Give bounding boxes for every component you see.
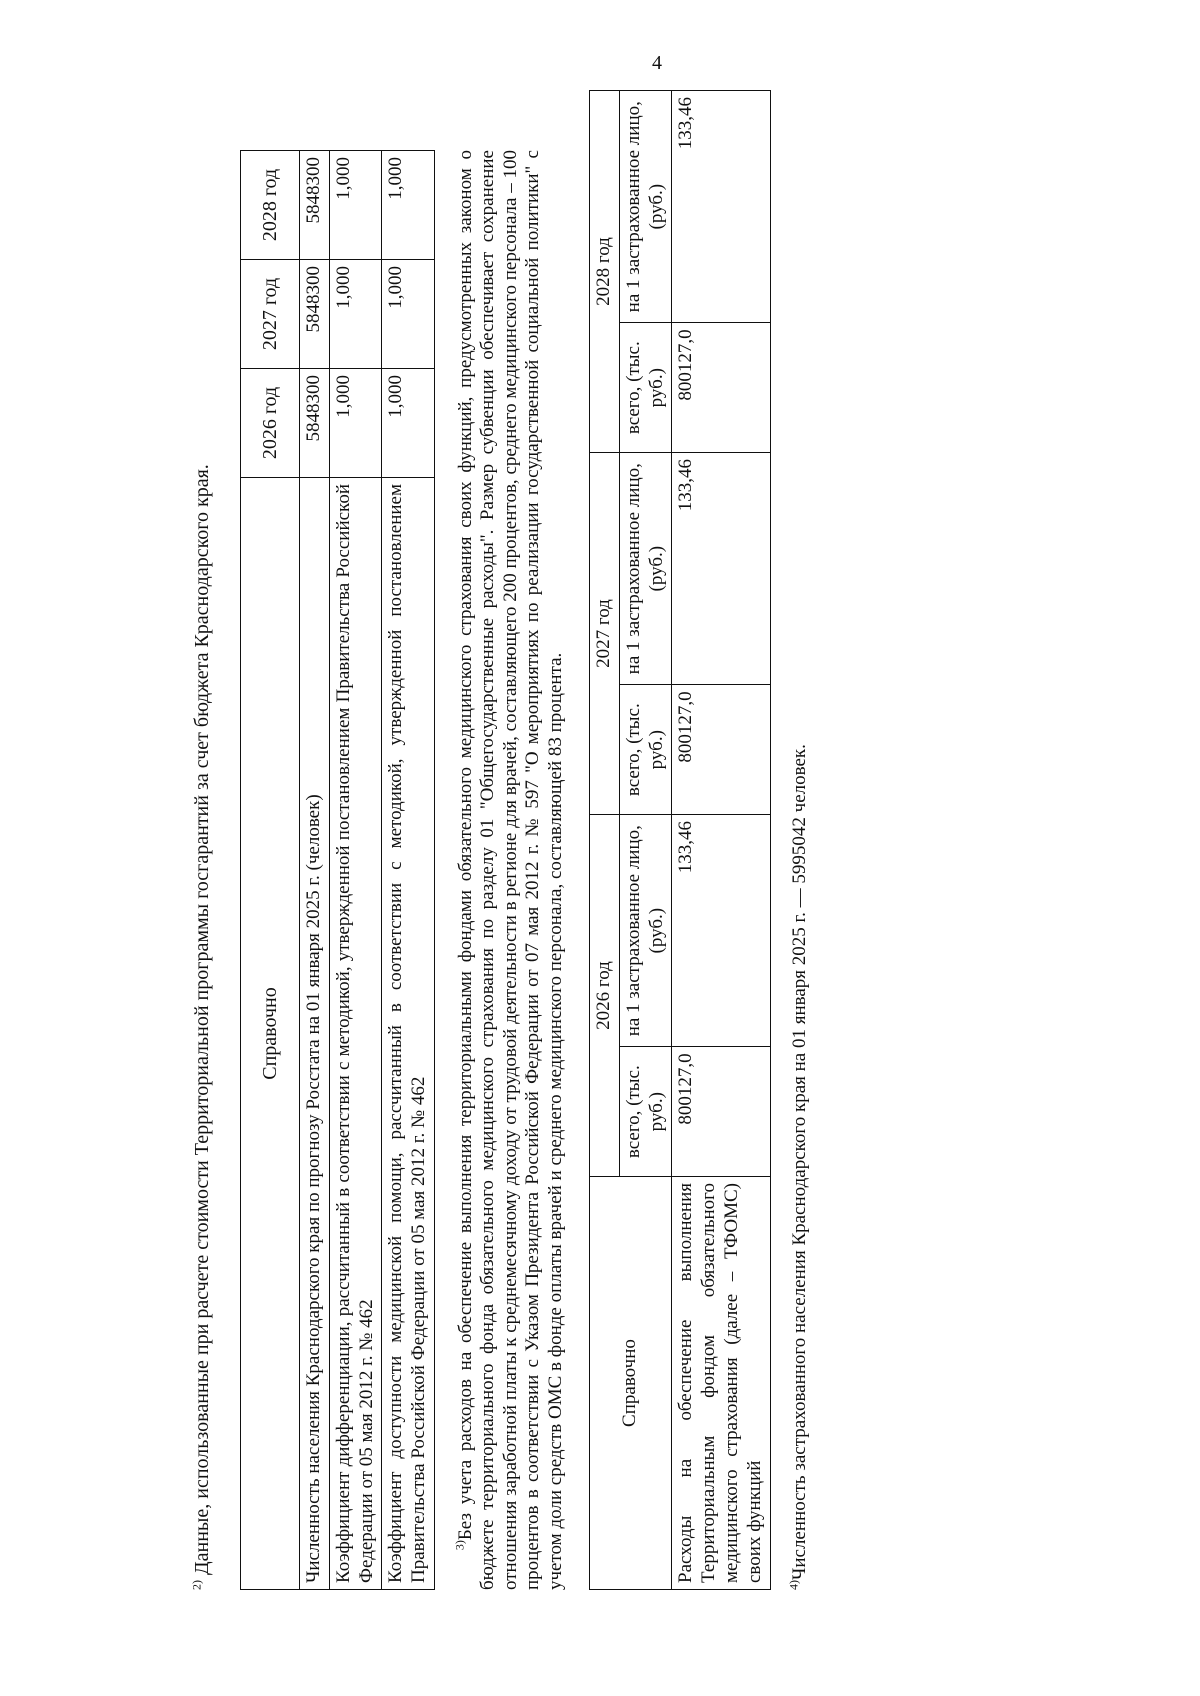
row-label: Расходы на обеспечение выполнения Территориальным фондом обязательного медицинского страхования (далее – ТФОМС) своих функций <box>672 1177 770 1590</box>
subheader-per-person: на 1 застрахованное лицо, (руб.) <box>619 91 672 323</box>
footnote-2-text: Данные, использованные при расчете стоимости Территориальной программы госгарантий за счет бюджета Краснодарского края. <box>191 464 213 1580</box>
rotated-content <box>190 70 850 1590</box>
cell-value: 5848300 <box>300 260 330 369</box>
cell-value: 800127,0 <box>672 1047 770 1177</box>
header-reference: Справочно <box>590 1177 672 1590</box>
header-2028: 2028 год <box>241 151 300 260</box>
cell-value: 133,46 <box>672 453 770 685</box>
cell-value: 5848300 <box>300 369 330 478</box>
subheader-total: всего, (тыс. руб.) <box>619 685 672 815</box>
row-label: Численность населения Краснодарского края по прогнозу Росстата на 01 января 2025 г. (человек) <box>300 478 330 1590</box>
subheader-total: всего, (тыс. руб.) <box>619 1047 672 1177</box>
subheader-total: всего, (тыс. руб.) <box>619 323 672 453</box>
header-2026: 2026 год <box>590 815 620 1177</box>
cell-value: 1,000 <box>329 151 382 260</box>
subheader-per-person: на 1 застрахованное лицо, (руб.) <box>619 815 672 1047</box>
footnote-3 <box>452 150 567 1590</box>
cell-value: 1,000 <box>329 260 382 369</box>
header-2026: 2026 год <box>241 369 300 478</box>
footnote-3-text: Без учета расходов на обеспечение выполнения территориальными фондами обязательного медицинского страхования своих функций, предусмотренных законом о бюджете территориального фонда обязательного медицинского страхования по разделу 01 "Общегосударственные расходы". Размер субвенции обеспечивает сохранение отношения заработной платы к среднемесячному доходу от трудовой деятельности в регионе для врачей, составляющего 200 процентов, среднего медицинского персонала – 100 процентов в соответствии с Указом Президента Российской Федерации от 07 мая 2012 г. № 597 "О мероприятиях по реализации государственной социальной политики" с учетом доли средств ОМС в фонде оплаты врачей и среднего медицинского персонала, составляющей 83 процента. <box>454 150 566 1590</box>
cell-value: 5848300 <box>300 151 330 260</box>
header-2027: 2027 год <box>241 260 300 369</box>
cell-value: 1,000 <box>382 151 435 260</box>
table-row <box>329 151 382 1590</box>
footnote-4-text: Численность застрахованного населения Краснодарского края на 01 января 2025 г. — 5995042 человек. <box>788 744 810 1580</box>
cell-value: 1,000 <box>382 260 435 369</box>
row-label: Коэффициент доступности медицинской помощи, рассчитанный в соответствии с методикой, утвержденной постановлением Правительства Российской Федерации от 05 мая 2012 г. № 462 <box>382 478 435 1590</box>
footnote-4-mark: 4) <box>786 1580 801 1590</box>
footnote-3-mark: 3) <box>452 1540 467 1551</box>
subheader-per-person: на 1 застрахованное лицо, (руб.) <box>619 453 672 685</box>
table-row <box>672 91 770 1590</box>
footnote-2-mark: 2) <box>189 1580 204 1590</box>
tfoms-table <box>589 90 771 1590</box>
table-row <box>382 151 435 1590</box>
cell-value: 1,000 <box>329 369 382 478</box>
cell-value: 1,000 <box>382 369 435 478</box>
cell-value: 133,46 <box>672 91 770 323</box>
cell-value: 800127,0 <box>672 685 770 815</box>
table-header-row <box>241 151 300 1590</box>
cell-value: 133,46 <box>672 815 770 1047</box>
footnote-2 <box>190 70 214 1590</box>
row-label: Коэффициент дифференциации, рассчитанный в соответствии с методикой, утвержденной постановлением Правительства Российской Федерации от 05 мая 2012 г. № 462 <box>329 478 382 1590</box>
population-table <box>240 150 435 1590</box>
footnote-4 <box>786 70 812 1590</box>
page-number: 4 <box>652 52 662 74</box>
table-row <box>300 151 330 1590</box>
header-reference: Справочно <box>241 478 300 1590</box>
table-header-row <box>590 91 620 1590</box>
header-2027: 2027 год <box>590 453 620 815</box>
cell-value: 800127,0 <box>672 323 770 453</box>
header-2028: 2028 год <box>590 91 620 453</box>
